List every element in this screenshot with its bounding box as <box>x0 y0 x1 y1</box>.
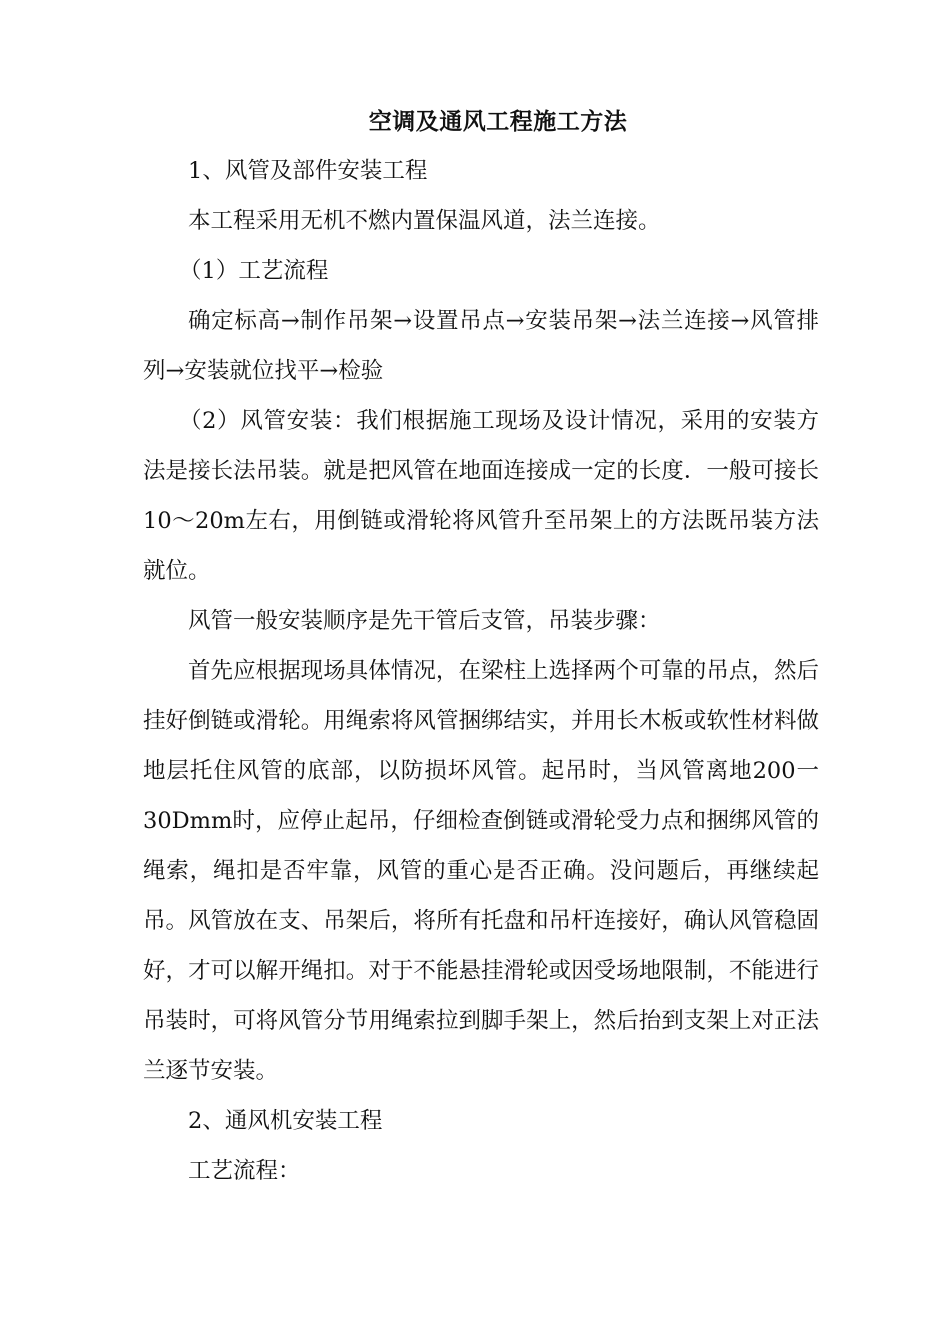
paragraph-duct-type: 本工程采用无机不燃内置保温风道，法兰连接。 <box>188 208 661 234</box>
paragraph-process-steps: 确定标高→制作吊架→设置吊点→安装吊架→法兰连接→风管排列→安装就位找平→检验 <box>143 308 819 384</box>
section-heading-ductwork: 1、风管及部件安装工程 <box>188 158 428 184</box>
paragraph-duct-installation: （2）风管安装：我们根据施工现场及设计情况，采用的安装方法是接长法吊装。就是把风管在地面连接成一定的长度．一般可接长10～20m左右，用倒链或滑轮将风管升至吊架上的方法既吊装方法就位。 <box>143 408 819 584</box>
subheading-process-flow: （1）工艺流程 <box>179 258 329 284</box>
paragraph-fan-process: 工艺流程： <box>188 1158 301 1184</box>
document-title: 空调及通风工程施工方法 <box>368 109 628 135</box>
paragraph-lifting-steps: 首先应根据现场具体情况，在梁柱上选择两个可靠的吊点，然后挂好倒链或滑轮。用绳索将风管捆绑结实，并用长木板或软性材料做地层托住风管的底部，以防损坏风管。起吊时，当风管离地200一30Dmm时，应停止起吊，仔细检查倒链或滑轮受力点和捆绑风管的绳索，绳扣是否牢靠，风管的重心是否正确。没问题后，再继续起吊。风管放在支、吊架后，将所有托盘和吊杆连接好，确认风管稳固好，才可以解开绳扣。对于不能悬挂滑轮或因受场地限制，不能进行吊装时，可将风管分节用绳索拉到脚手架上，然后抬到支架上对正法兰逐节安装。 <box>143 658 819 1084</box>
section-heading-fan: 2、通风机安装工程 <box>188 1108 383 1134</box>
paragraph-installation-order: 风管一般安装顺序是先干管后支管，吊装步骤： <box>188 608 661 634</box>
